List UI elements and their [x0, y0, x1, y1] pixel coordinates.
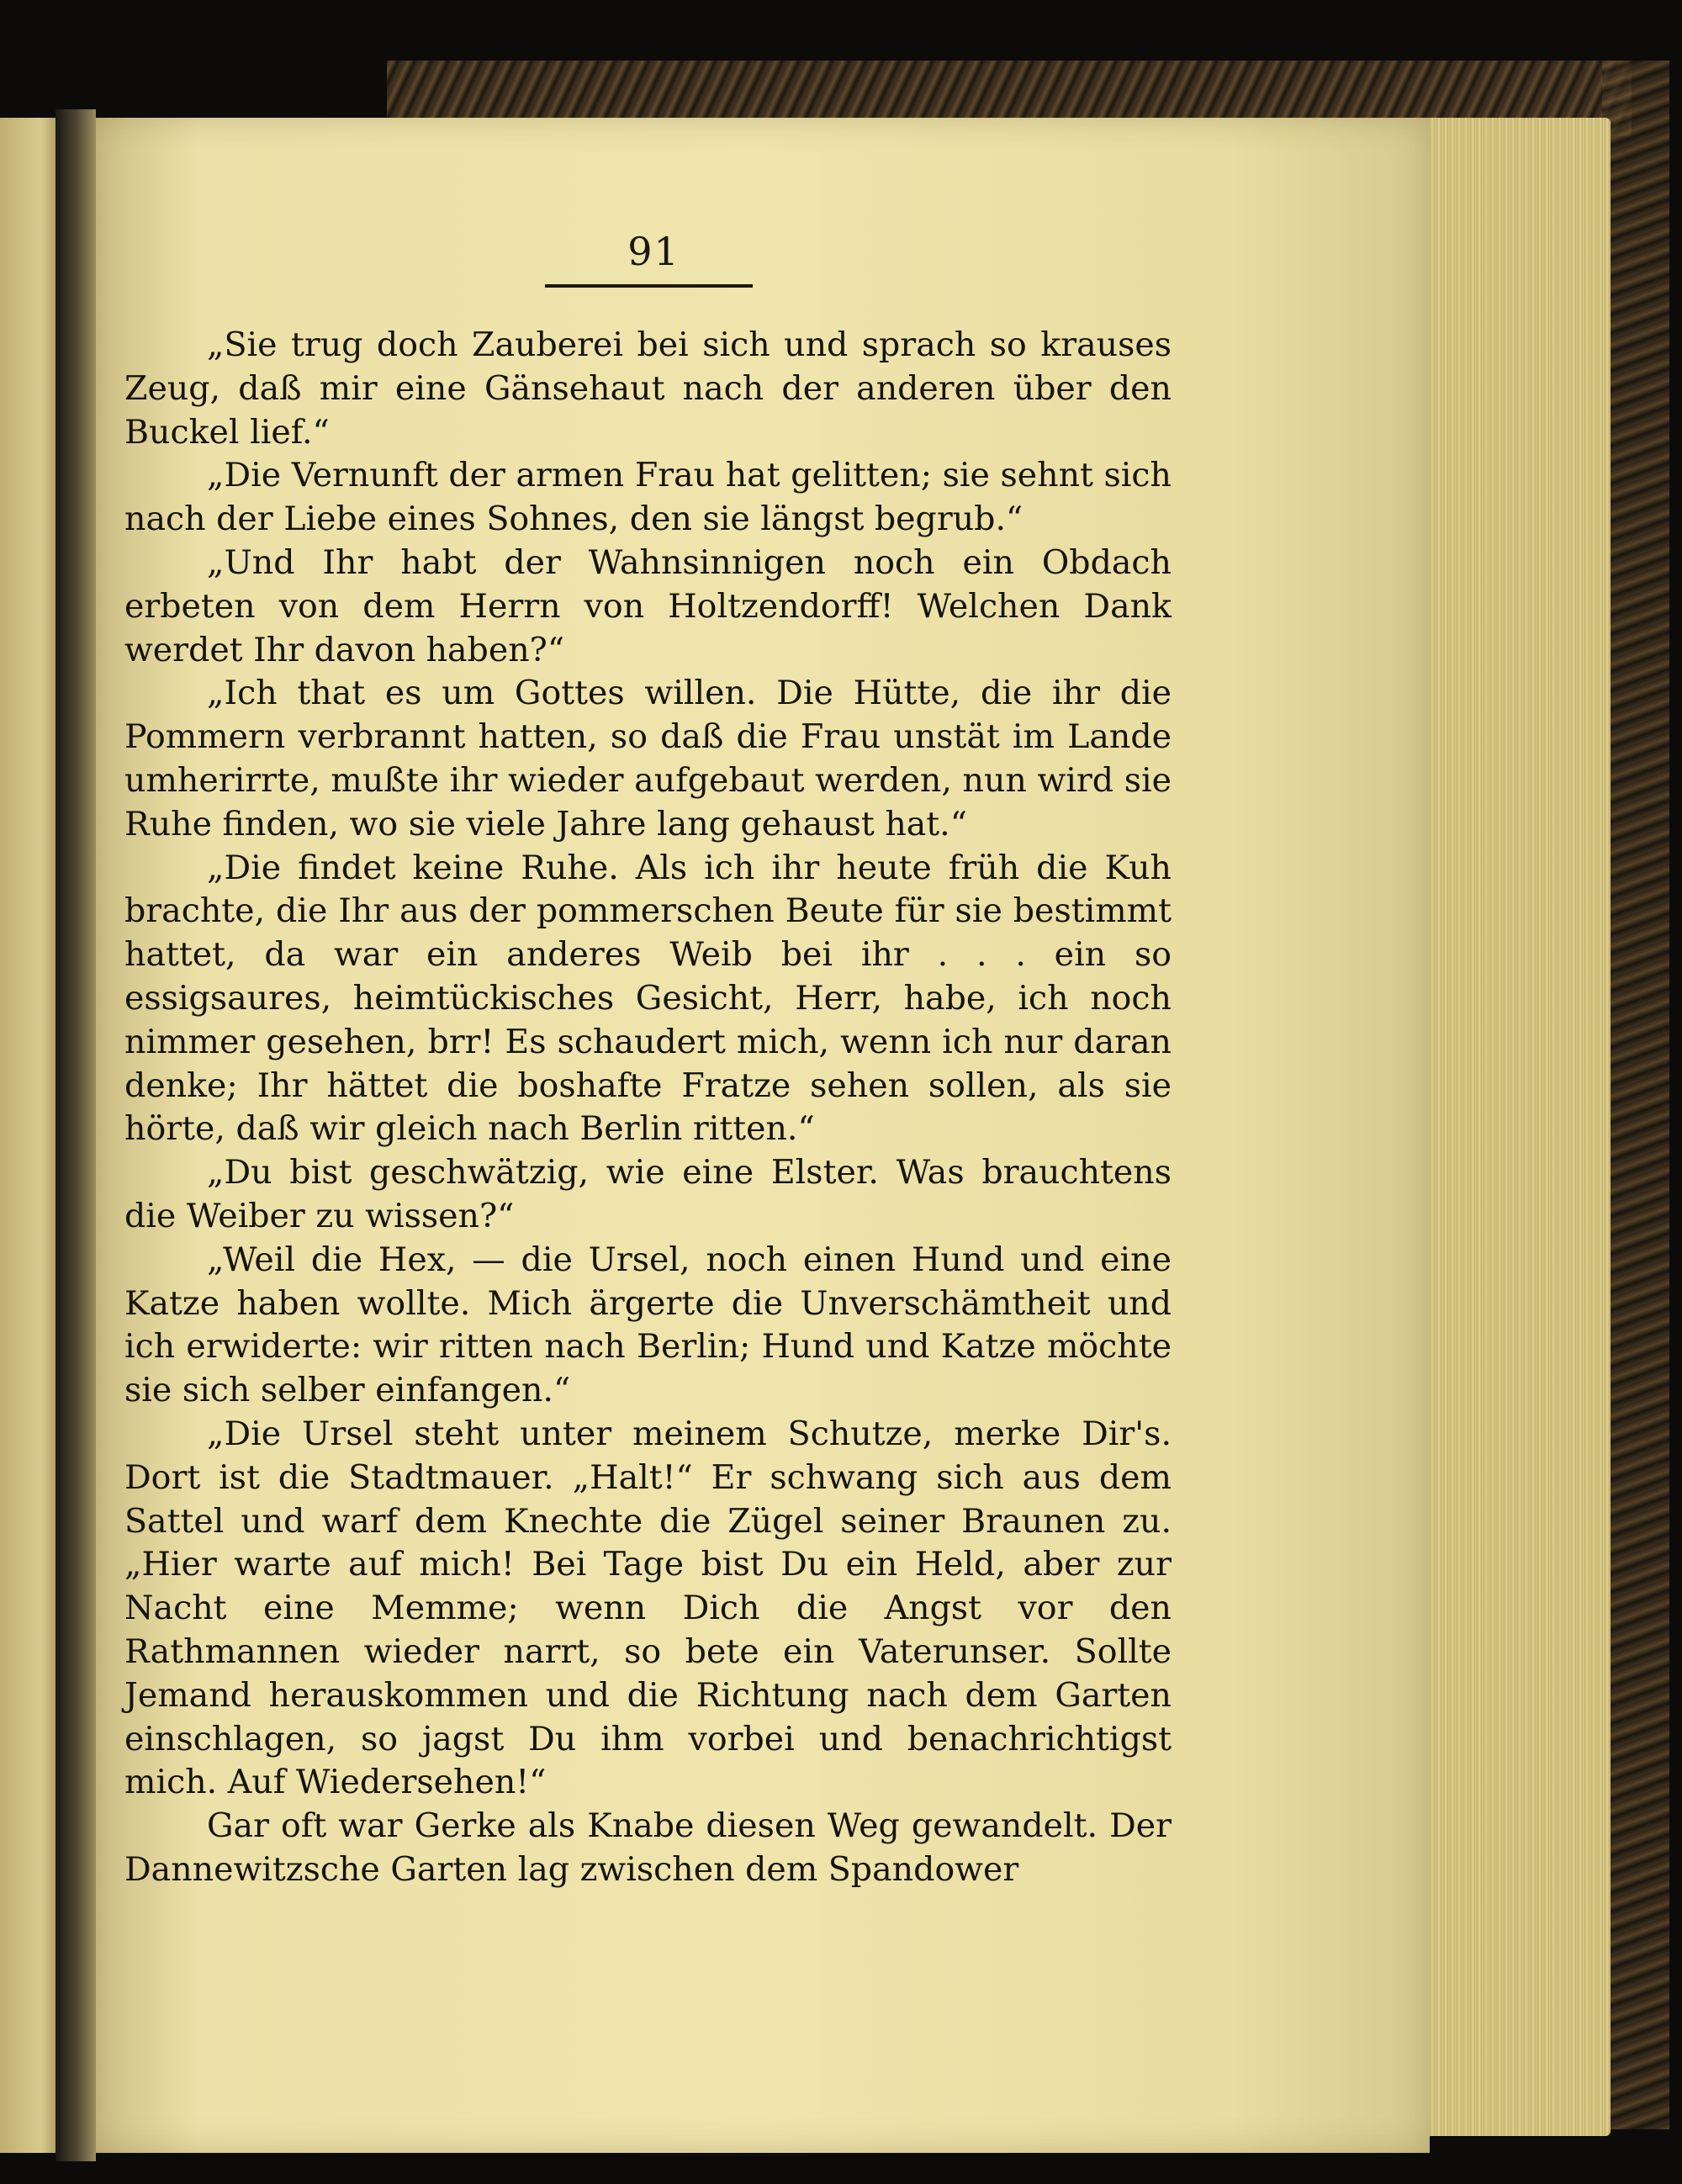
paragraph: „Und Ihr habt der Wahnsinnigen noch ein Obdach erbeten von dem Herrn von Holtzendorff! Welchen Dank werdet Ihr davon haben?“	[124, 542, 1172, 669]
left-page-edge	[0, 118, 59, 2153]
page-number: 91	[627, 229, 680, 274]
paragraph: „Die Vernunft der armen Frau hat gelitten; sie sehnt sich nach der Liebe eines Sohnes, den sie längst begrub.“	[124, 456, 1172, 539]
paragraph: „Du bist geschwätzig, wie eine Elster. Was brauchtens die Weiber zu wissen?“	[124, 1153, 1172, 1235]
paragraph: Gar oft war Gerke als Knabe diesen Weg gewandelt. Der Dannewitzsche Garten lag zwischen dem Spandower	[124, 1806, 1172, 1889]
paragraph: „Weil die Hex, — die Ursel, noch einen Hund und eine Katze haben wollte. Mich ärgerte die Unverschämtheit und ich erwiderte: wir ritten nach Berlin; Hund und Katze möchte sie sich selber einfangen.“	[124, 1240, 1172, 1410]
body-text	[124, 324, 1172, 1892]
header-rule	[545, 284, 753, 288]
marbled-endpaper-right	[1602, 61, 1669, 2129]
paragraph: „Die Ursel steht unter meinem Schutze, merke Dir's. Dort ist die Stadtmauer. „Halt!“ Er schwang sich aus dem Sattel und warf dem Knechte die Zügel seiner Braunen zu. „Hier warte auf mich! Bei Tage bist Du ein Held, aber zur Nacht eine Memme; wenn Dich die Angst vor den Rathmannen wieder narrt, so bete ein Vaterunser. Sollte Jemand herauskommen und die Richtung nach dem Garten einschlagen, so jagst Du ihm vorbei und benachrichtigst mich. Auf Wiedersehen!“	[124, 1414, 1172, 1802]
book-gutter	[56, 109, 96, 2161]
paragraph: „Die findet keine Ruhe. Als ich ihr heute früh die Kuh brachte, die Ihr aus der pommerschen Beute für sie bestimmt hattet, da war ein anderes Weib bei ihr . . . ein so essigsaures, heimtückisches Gesicht, Herr, habe, ich noch nimmer gesehen, brr! Es schaudert mich, wenn ich nur daran denke; Ihr hättet die boshafte Fratze sehen sollen, als sie hörte, daß wir gleich nach Berlin ritten.“	[124, 848, 1172, 1149]
paragraph: „Sie trug doch Zauberei bei sich und sprach so krauses Zeug, daß mir eine Gänsehaut nach der anderen über den Buckel lief.“	[124, 325, 1172, 452]
paragraph: „Ich that es um Gottes willen. Die Hütte, die ihr die Pommern verbrannt hatten, so daß die Frau unstät im Lande umherirrte, mußte ihr wieder aufgebaut werden, nun wird sie Ruhe finden, wo sie viele Jahre lang gehaust hat.“	[124, 674, 1172, 843]
